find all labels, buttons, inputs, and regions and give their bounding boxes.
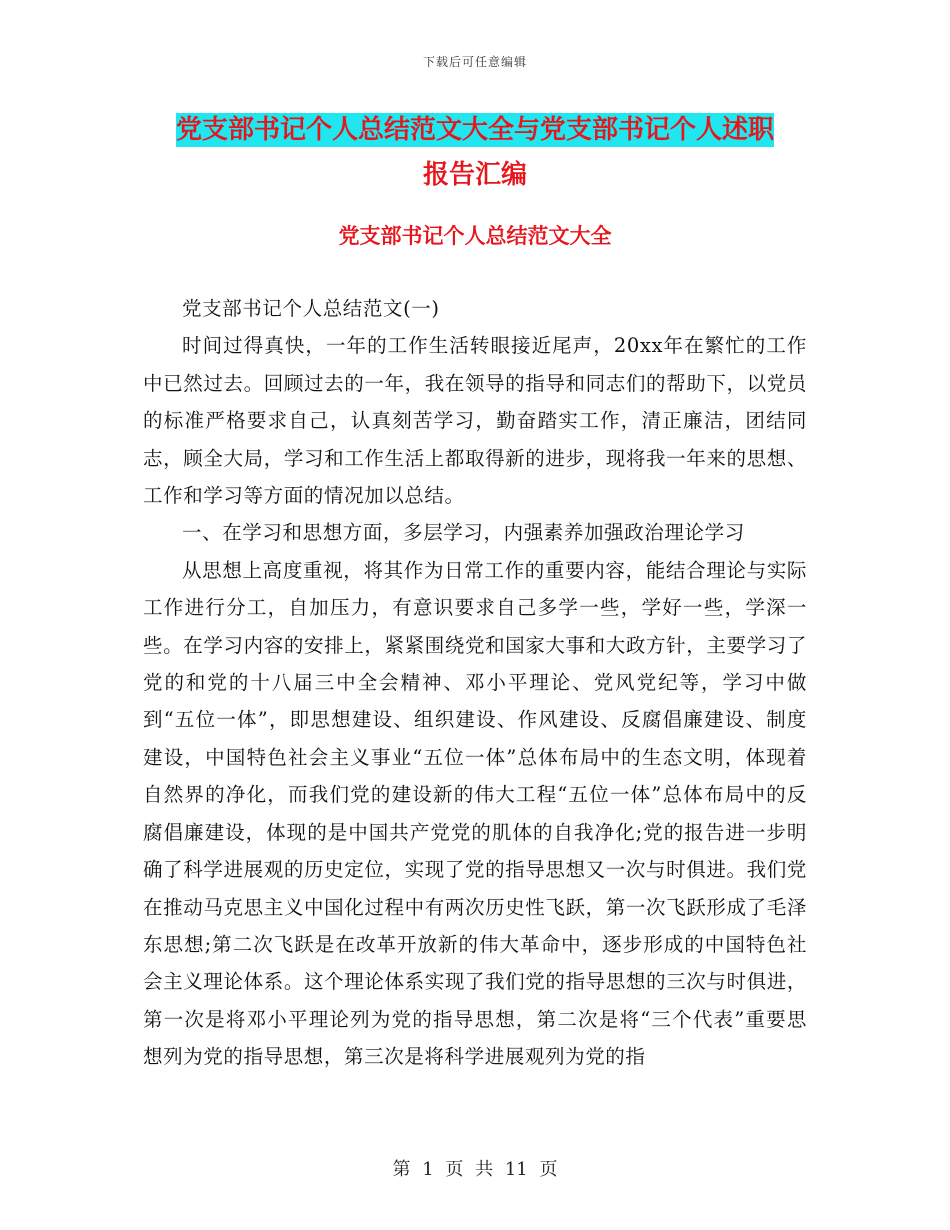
body-paragraph: 时间过得真快，一年的工作生活转眼接近尾声，20xx年在繁忙的工作中已然过去。回顾过去的一年，我在领导的指导和同志们的帮助下，以党员的标准严格要求自己，认真刻苦学习，勤奋踏实工作，清正廉洁，团结同志，顾全大局，学习和工作生活上都取得新的进步，现将我一年来的思想、工作和学习等方面的情况加以总结。 [143, 334, 807, 508]
document-body [143, 290, 807, 1076]
body-paragraph-subheading: 一、在学习和思想方面，多层学习，内强素养加强政治理论学习 [182, 521, 745, 545]
document-title-line-2: 报告汇编 [422, 160, 527, 190]
document-title-line-1: 党支部书记个人总结范文大全与党支部书记个人述职 [175, 115, 774, 145]
section-title: 党支部书记个人总结范文大全 [338, 224, 612, 248]
body-paragraph: 从思想上高度重视，将其作为日常工作的重要内容，能结合理论与实际工作进行分工，自加压力，有意识要求自己多学一些，学好一些，学深一些。在学习内容的安排上，紧紧围绕党和国家大事和大政方针，主要学习了党的和党的十八届三中全会精神、邓小平理论、党风党纪等，学习中做到“五位一体”，即思想建设、组织建设、作风建设、反腐倡廉建设、制度建设，中国特色社会主义事业“五位一体”总体布局中的生态文明，体现着自然界的净化，而我们党的建设新的伟大工程“五位一体”总体布局中的反腐倡廉建设，体现的是中国共产党党的肌体的自我净化;党的报告进一步明确了科学进展观的历史定位，实现了党的指导思想又一次与时俱进。我们党在推动马克思主义中国化过程中有两次历史性飞跃，第一次飞跃形成了毛泽东思想;第二次飞跃是在改革开放新的伟大革命中，逐步形成的中国特色社会主义理论体系。这个理论体系实现了我们党的指导思想的三次与时俱进，第一次是将邓小平理论列为党的指导思想，第二次是将“三个代表”重要思想列为党的指导思想，第三次是将科学进展观列为党的指 [143, 558, 807, 1069]
document-title [0, 108, 950, 198]
body-paragraph-heading: 党支部书记个人总结范文(一) [182, 297, 440, 320]
page-header-note: 下载后可任意编辑 [422, 55, 527, 69]
page-number-footer: 第 1 页 共 11 页 [392, 1159, 558, 1180]
